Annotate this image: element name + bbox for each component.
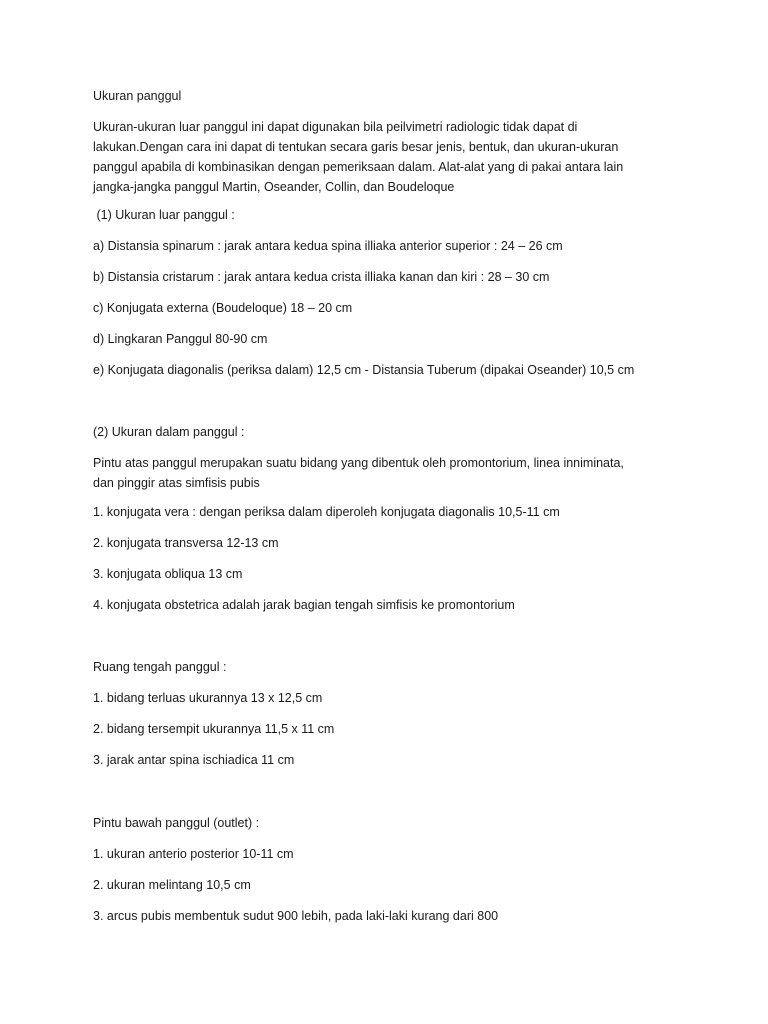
section2-item: 3. konjugata obliqua 13 cm <box>93 567 243 581</box>
intro-line: Ukuran-ukuran luar panggul ini dapat digunakan bila peilvimetri radiologic tidak dapat di <box>93 120 578 134</box>
section2-item: 4. konjugata obstetrica adalah jarak bagian tengah simfisis ke promontorium <box>93 598 515 612</box>
section4-heading: Pintu bawah panggul (outlet) : <box>93 816 260 830</box>
section2-item: 1. konjugata vera : dengan periksa dalam diperoleh konjugata diagonalis 10,5-11 cm <box>93 505 560 519</box>
section3-item: 2. bidang tersempit ukurannya 11,5 x 11 cm <box>93 722 335 736</box>
section2-item: 2. konjugata transversa 12-13 cm <box>93 536 279 550</box>
section1-item: e) Konjugata diagonalis (periksa dalam) 12,5 cm - Distansia Tuberum (dipakai Oseander) 10,5 cm <box>93 363 635 377</box>
section1-item: d) Lingkaran Panggul 80-90 cm <box>93 332 268 346</box>
section2-intro-line: dan pinggir atas simfisis pubis <box>93 476 260 490</box>
section4-item: 1. ukuran anterio posterior 10-11 cm <box>93 847 294 861</box>
section2-heading: (2) Ukuran dalam panggul : <box>93 425 245 439</box>
section3-item: 1. bidang terluas ukurannya 13 x 12,5 cm <box>93 691 323 705</box>
section3-item: 3. jarak antar spina ischiadica 11 cm <box>93 753 295 767</box>
intro-line: lakukan.Dengan cara ini dapat di tentukan secara garis besar jenis, bentuk, dan ukuran-ukuran <box>93 140 619 154</box>
section4-item: 3. arcus pubis membentuk sudut 900 lebih, pada laki-laki kurang dari 800 <box>93 909 499 923</box>
section1-heading: (1) Ukuran luar panggul : <box>93 208 235 222</box>
section2-intro-line: Pintu atas panggul merupakan suatu bidang yang dibentuk oleh promontorium, linea inniminata, <box>93 456 624 470</box>
section1-item: b) Distansia cristarum : jarak antara kedua crista illiaka kanan dan kiri : 28 – 30 cm <box>93 270 550 284</box>
section3-heading: Ruang tengah panggul : <box>93 660 227 674</box>
intro-line: jangka-jangka panggul Martin, Oseander, Collin, dan Boudeloque <box>93 180 455 194</box>
intro-line: panggul apabila di kombinasikan dengan pemeriksaan dalam. Alat-alat yang di pakai antara lain <box>93 160 624 174</box>
section4-item: 2. ukuran melintang 10,5 cm <box>93 878 251 892</box>
section1-item: c) Konjugata externa (Boudeloque) 18 – 20 cm <box>93 301 353 315</box>
section1-item: a) Distansia spinarum : jarak antara kedua spina illiaka anterior superior : 24 – 26 cm <box>93 239 563 253</box>
intro-paragraph <box>93 117 673 197</box>
document-title: Ukuran panggul <box>93 89 182 103</box>
section2-intro <box>93 453 673 493</box>
